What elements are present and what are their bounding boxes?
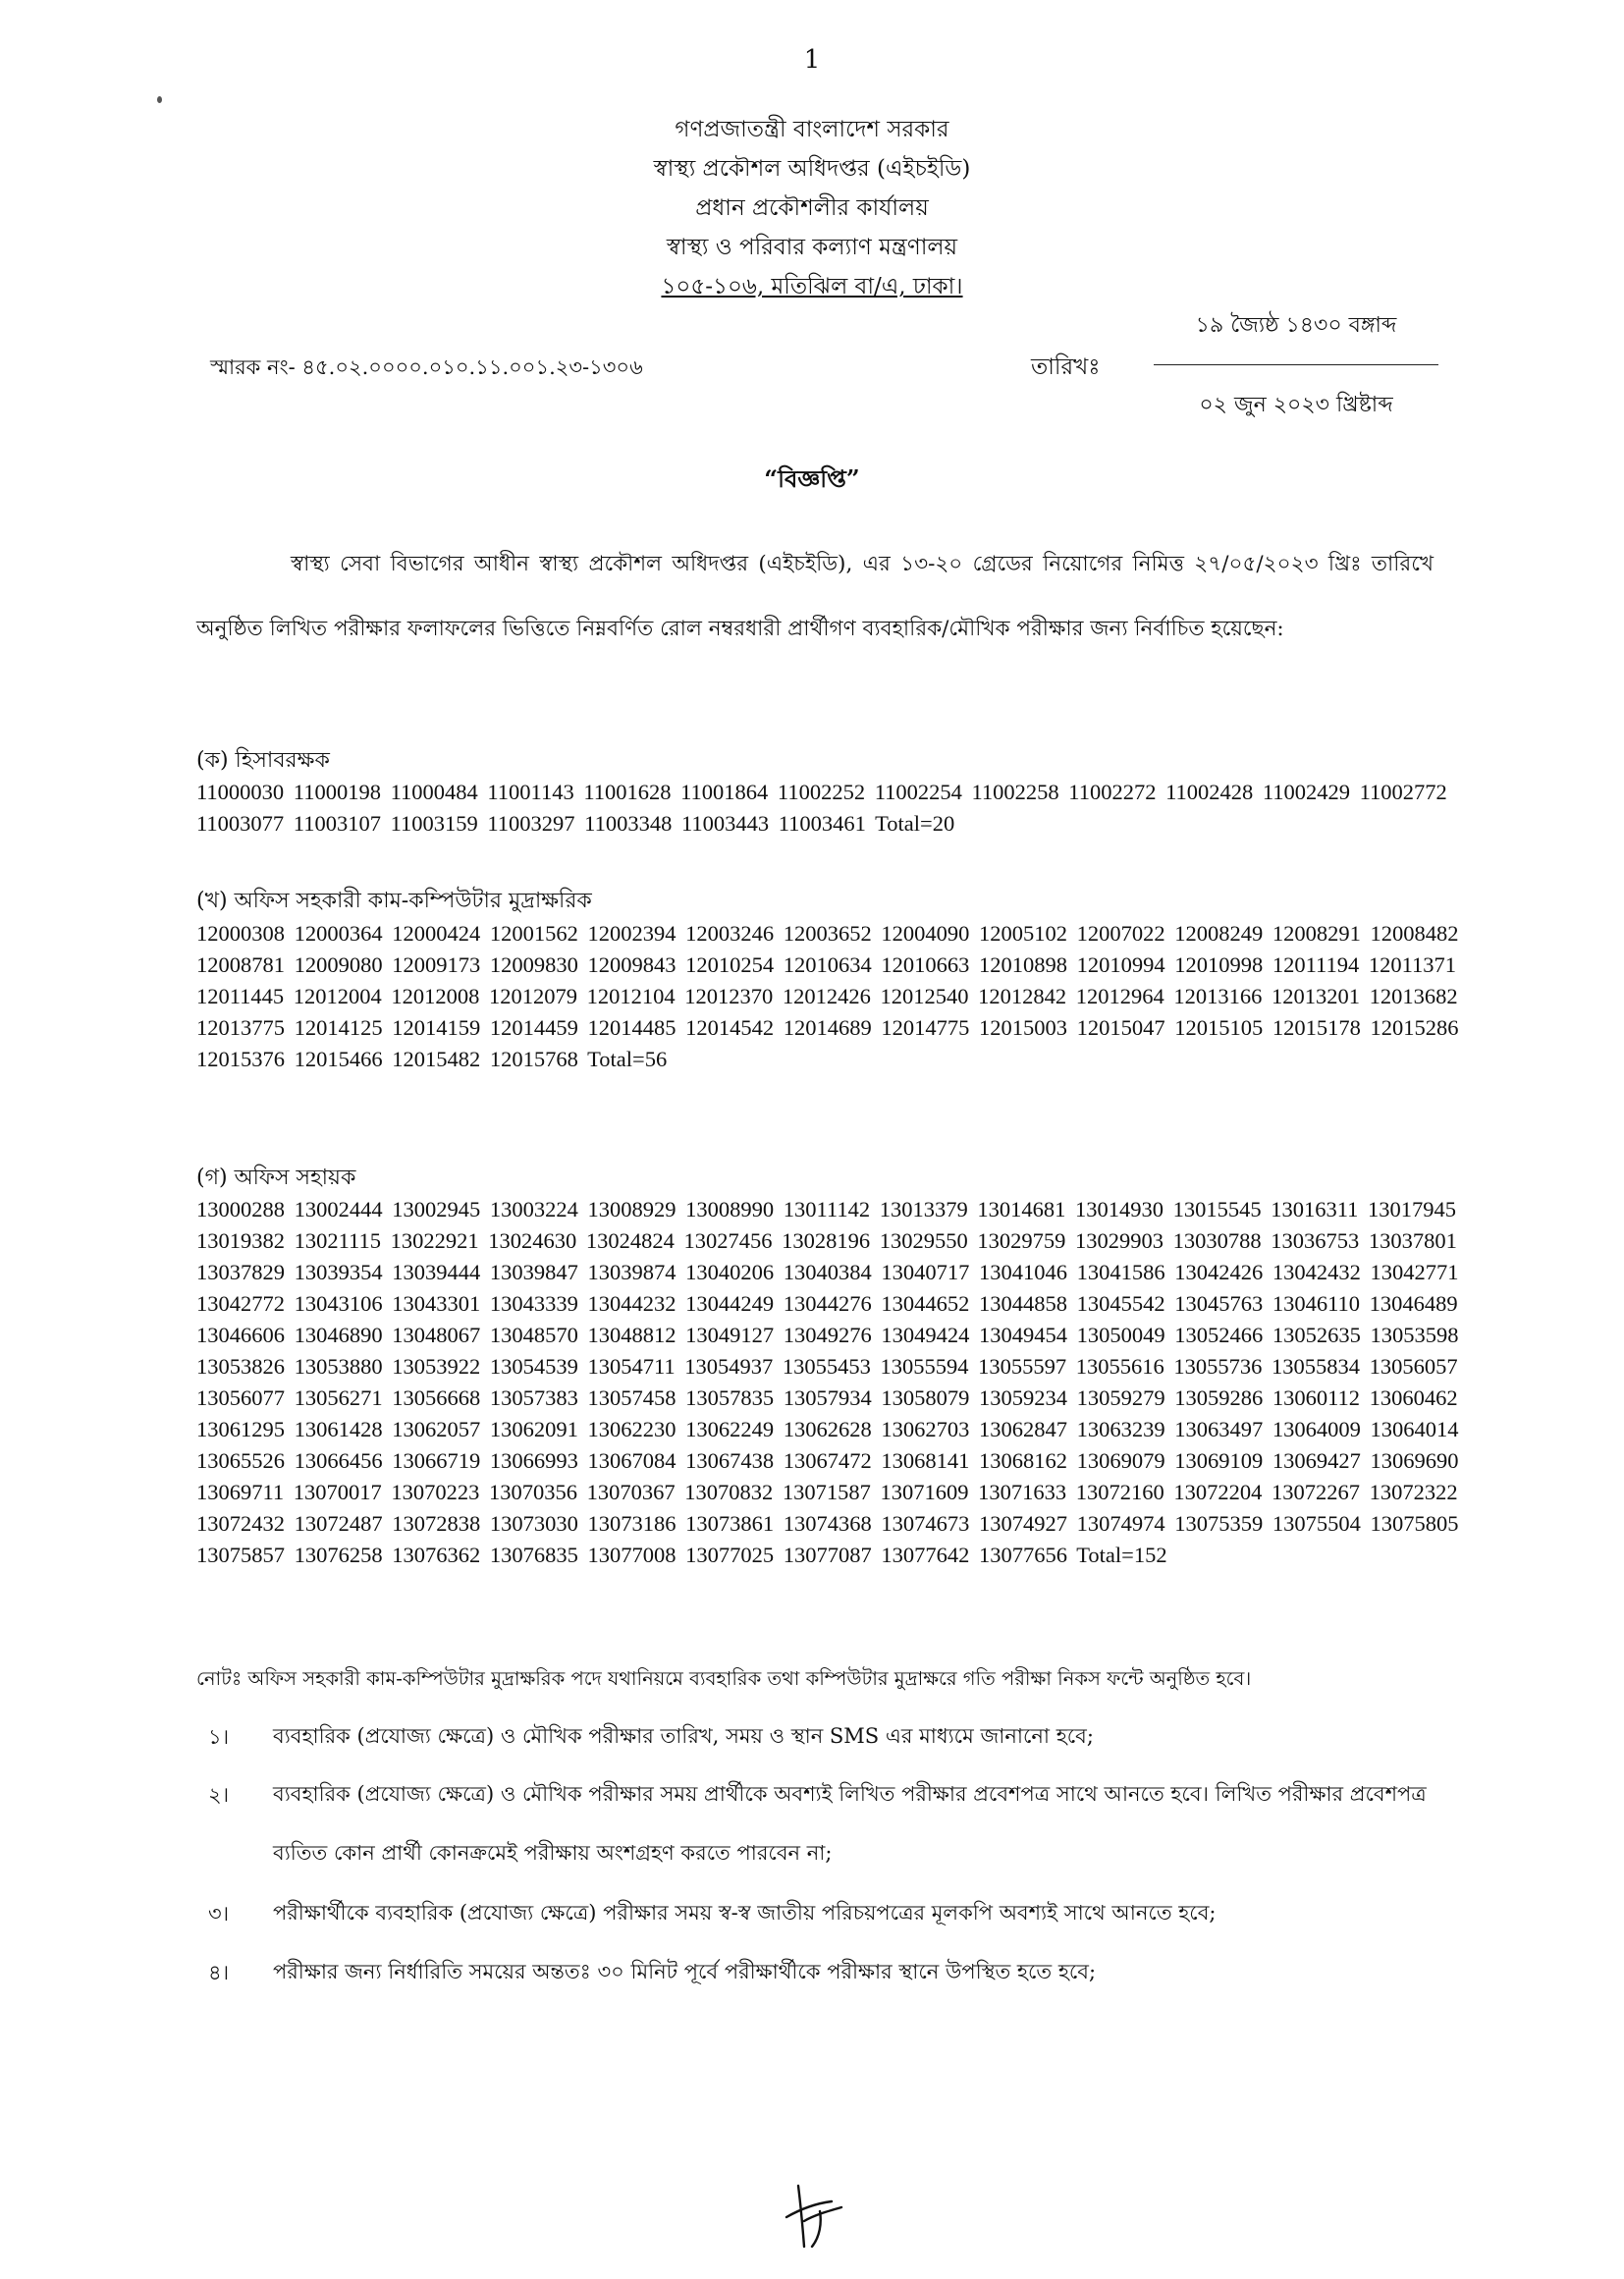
date-divider xyxy=(1154,364,1438,365)
instruction-number: ৩। xyxy=(208,1902,230,1926)
date-label: তারিখঃ xyxy=(1031,354,1101,380)
letterhead-line-ministry: স্বাস্থ্য ও পরিবার কল্যাণ মন্ত্রণালয় xyxy=(666,235,958,260)
memo-reference: স্মারক নং- ৪৫.০২.০০০০.০১০.১১.০০১.২৩-১৩০৬ xyxy=(210,355,643,379)
instruction-number: ২। xyxy=(208,1783,230,1807)
instruction-number: ১। xyxy=(208,1725,230,1749)
instruction-text: ব্যবহারিক (প্রযোজ্য ক্ষেত্রে) ও মৌখিক পরীক্ষার তারিখ, সময় ও স্থান SMS এর মাধ্যমে জানানো হবে; xyxy=(273,1724,1094,1748)
roll-list-office-assistant-typist: 12000308 12000364 12000424 12001562 12002394 12003246 12003652 12004090 12005102 12007022 12008249 12008291 12008482 12008781 12009080 12009173 12009830 12009843 12010254 12010634 12010663 12010898 12010994 12010998 12011194 12011371 12011445 12012004 12012008 12012079 12012104 12012370 12012426 12012540 12012842 12012964 12013166 12013201 12013682 12013775 12014125 12014159 12014459 12014485 12014542 12014689 12014775 12015003 12015047 12015105 12015178 12015286 12015376 12015466 12015482 12015768 Total=56 xyxy=(196,921,1459,1071)
instruction-number: ৪। xyxy=(208,1961,230,1984)
letterhead-address: ১০৫-১০৬, মতিঝিল বা/এ, ঢাকা। xyxy=(661,274,963,299)
date-english: ০২ জুন ২০২৩ খ্রিষ্টাব্দ xyxy=(1199,393,1393,417)
roll-list-office-helper: 13000288 13002444 13002945 13003224 13008929 13008990 13011142 13013379 13014681 13014930 13015545 13016311 13017945 13019382 13021115 13022921 13024630 13024824 13027456 13028196 13029550 13029759 13029903 13030788 13036753 13037801 13037829 13039354 13039444 13039847 13039874 13040206 13040384 13040717 13041046 13041586 13042426 13042432 13042771 13042772 13043106 13043301 13043339 13044232 13044249 13044276 13044652 13044858 13045542 13045763 13046110 13046489 13046606 13046890 13048067 13048570 13048812 13049127 13049276 13049424 13049454 13050049 13052466 13052635 13053598 13053826 13053880 13053922 13054539 13054711 13054937 13055453 13055594 13055597 13055616 13055736 13055834 13056057 13056077 13056271 13056668 13057383 13057458 13057835 13057934 13058079 13059234 13059279 13059286 13060112 13060462 13061295 13061428 13062057 13062091 13062230 13062249 13062628 13062703 13062847 13063239 13063497 13064009 13064014 13065526 13066456 13066719 13066993 13067084 13067438 13067472 13068141 13068162 13069079 13069109 13069427 13069690 13069711 13070017 13070223 13070356 13070367 13070832 13071587 13071609 13071633 13072160 13072204 13072267 13072322 13072432 13072487 13072838 13073030 13073186 13073861 13074368 13074673 13074927 13074974 13075359 13075504 13075805 13075857 13076258 13076362 13076835 13077008 13077025 13077087 13077642 13077656 Total=152 xyxy=(196,1197,1459,1567)
instruction-text: পরীক্ষার জন্য নির্ধারিতি সময়ের অন্ততঃ ৩০ মিনিট পূর্বে পরীক্ষার্থীকে পরীক্ষার স্থানে উপস্থিত হতে হবে; xyxy=(273,1960,1097,1983)
instruction-text: ব্যবহারিক (প্রযোজ্য ক্ষেত্রে) ও মৌখিক পরীক্ষার সময় প্রার্থীকে অবশ্যই লিখিত পরীক্ষার প্রবেশপত্র সাথে আনতে হবে। লিখিত পরীক্ষার প্রবেশপত্র ব্যতিত কোন প্রার্থী কোনক্রমেই পরীক্ষায় অংশগ্রহণ করতে পারবেন না; xyxy=(273,1782,1427,1865)
roll-list-accountant: 11000030 11000198 11000484 11001143 11001628 11001864 11002252 11002254 11002258 11002272 11002428 11002429 11002772 11003077 11003107 11003159 11003297 11003348 11003443 11003461 Total=20 xyxy=(196,780,1447,836)
section-title-office-helper: (গ) অফিস সহায়ক xyxy=(196,1166,356,1190)
date-bangla: ১৯ জ্যৈষ্ঠ ১৪৩০ বঙ্গাব্দ xyxy=(1195,313,1397,338)
letterhead-line-government: গণপ্রজাতন্ত্রী বাংলাদেশ সরকার xyxy=(675,117,949,142)
intro-paragraph: স্বাস্থ্য সেবা বিভাগের আধীন স্বাস্থ্য প্রকৌশল অধিদপ্তর (এইচইডি), এর ১৩-২০ গ্রেডের নিয়োগের নিমিত্ত ২৭/০৫/২০২৩ খ্রিঃ তারিখে অনুষ্ঠিত লিখিত পরীক্ষার ফলাফলের ভিত্তিতে নিম্নবর্ণিত রোল নম্বরধারী প্রার্থীগণ ব্যবহারিক/মৌখিক পরীক্ষার জন্য নির্বাচিত হয়েছেন: xyxy=(196,552,1434,641)
page-number: 1 xyxy=(803,45,821,75)
notice-title: “বিজ্ঞপ্তি” xyxy=(764,464,860,493)
signature-mark xyxy=(781,2182,849,2252)
letterhead xyxy=(0,110,1624,306)
letterhead-line-office: প্রধান প্রকৌশলীর কার্যালয় xyxy=(695,195,929,221)
letterhead-line-department: স্বাস্থ্য প্রকৌশল অধিদপ্তর (এইচইডি) xyxy=(653,156,971,182)
note-text: নোটঃ অফিস সহকারী কাম-কম্পিউটার মুদ্রাক্ষরিক পদে যথানিয়মে ব্যবহারিক তথা কম্পিউটার মুদ্রাক্ষরে গতি পরীক্ষা নিকস ফন্টে অনুষ্ঠিত হবে। xyxy=(196,1667,1252,1690)
section-title-accountant: (ক) হিসাবরক্ষক xyxy=(196,748,330,773)
instruction-text: পরীক্ষার্থীকে ব্যবহারিক (প্রযোজ্য ক্ষেত্রে) পরীক্ষার সময় স্ব-স্ব জাতীয় পরিচয়পত্রের মূলকপি অবশ্যই সাথে আনতে হবে; xyxy=(273,1901,1217,1925)
section-title-office-assistant-typist: (খ) অফিস সহকারী কাম-কম্পিউটার মুদ্রাক্ষরিক xyxy=(196,889,592,913)
scan-speck xyxy=(157,96,162,103)
